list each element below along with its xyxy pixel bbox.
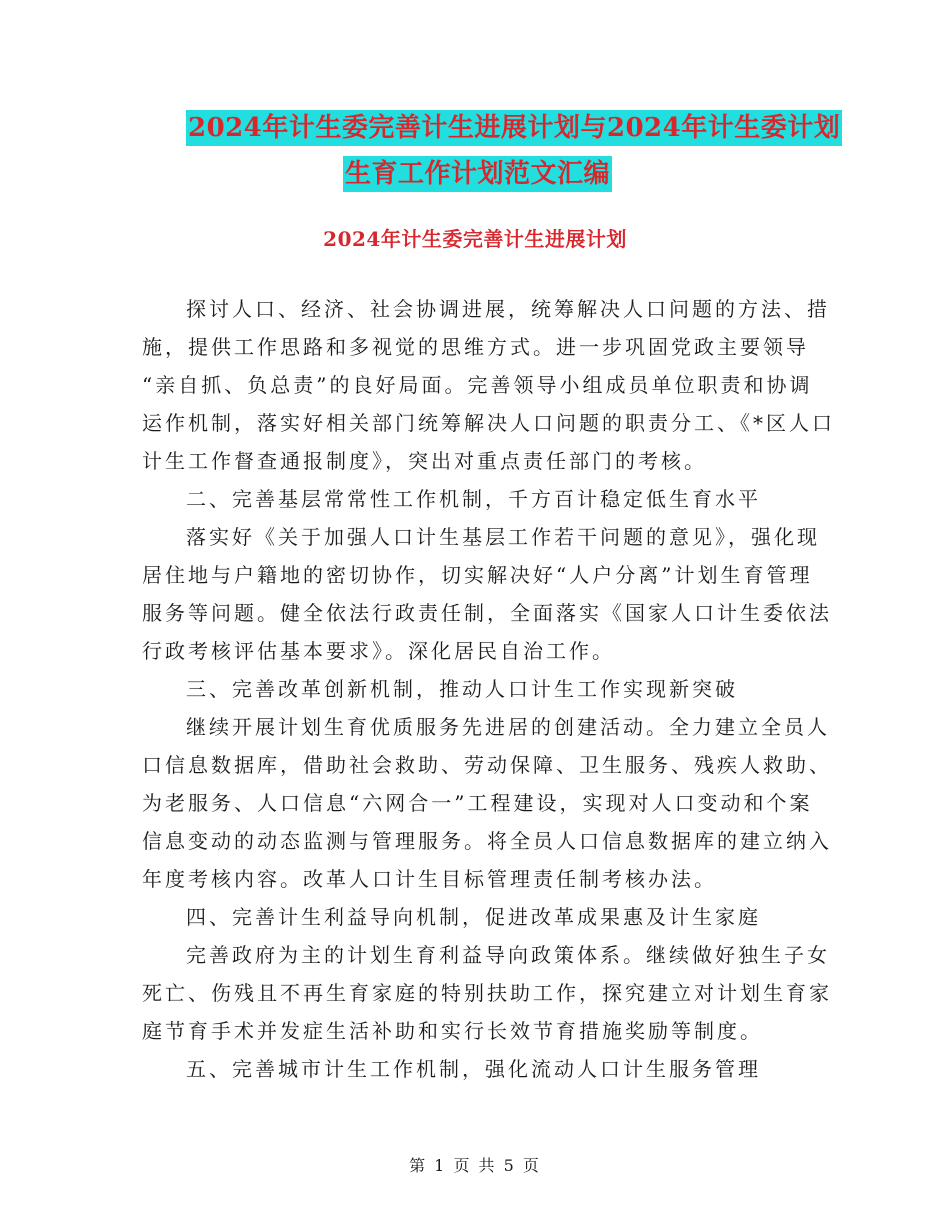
section-item-heading: 三、完善改革创新机制，推动人口计生工作实现新突破 (186, 677, 738, 701)
paragraph-line: 计生工作督查通报制度》，突出对重点责任部门的考核。 (142, 449, 707, 473)
body-text (142, 290, 835, 1088)
title-line-1: 2024年计生委完善计生进展计划与2024年计生委计划 (186, 110, 842, 146)
paragraph-line: 年度考核内容。改革人口计生目标管理责任制考核办法。 (142, 867, 717, 891)
page-footer: 第 1 页 共 5 页 (409, 1156, 541, 1175)
section-item-heading: 四、完善计生利益导向机制，促进改革成果惠及计生家庭 (186, 905, 761, 929)
paragraph-line: 口信息数据库，借助社会救助、劳动保障、卫生服务、残疾人救助、 (142, 753, 832, 777)
section-heading: 2024年计生委完善计生进展计划 (323, 227, 627, 251)
paragraph-line: “亲自抓、负总责”的良好局面。完善领导小组成员单位职责和协调 (142, 373, 813, 397)
section-item-heading: 五、完善城市计生工作机制，强化流动人口计生服务管理 (186, 1057, 761, 1081)
paragraph-line: 居住地与户籍地的密切协作，切实解决好“人户分离”计划生育管理 (142, 563, 813, 587)
paragraph-line: 信息变动的动态监测与管理服务。将全员人口信息数据库的建立纳入 (142, 829, 832, 853)
paragraph-line: 落实好《关于加强人口计生基层工作若干问题的意见》，强化现 (186, 525, 820, 549)
section-item-heading: 二、完善基层常常性工作机制，千方百计稳定低生育水平 (186, 487, 761, 511)
paragraph-line: 探讨人口、经济、社会协调进展，统筹解决人口问题的方法、措 (186, 297, 830, 321)
paragraph-line: 行政考核评估基本要求》。深化居民自治工作。 (142, 639, 615, 663)
paragraph-line: 死亡、伤残且不再生育家庭的特别扶助工作，探究建立对计划生育家 (142, 981, 832, 1005)
paragraph-line: 完善政府为主的计划生育利益导向政策体系。继续做好独生子女 (186, 943, 830, 967)
paragraph-line: 运作机制，落实好相关部门统筹解决人口问题的职责分工、《*区人口 (142, 411, 835, 435)
title-line-2: 生育工作计划范文汇编 (343, 156, 612, 192)
paragraph-line: 施，提供工作思路和多视觉的思维方式。进一步巩固党政主要领导 (142, 335, 809, 359)
paragraph-line: 庭节育手术并发症生活补助和实行长效节育措施奖励等制度。 (142, 1019, 763, 1043)
paragraph-line: 为老服务、人口信息“六网合一”工程建设，实现对人口变动和个案 (142, 791, 813, 815)
paragraph-line: 服务等问题。健全依法行政责任制，全面落实《国家人口计生委依法 (142, 601, 832, 625)
paragraph-line: 继续开展计划生育优质服务先进居的创建活动。全力建立全员人 (186, 715, 830, 739)
